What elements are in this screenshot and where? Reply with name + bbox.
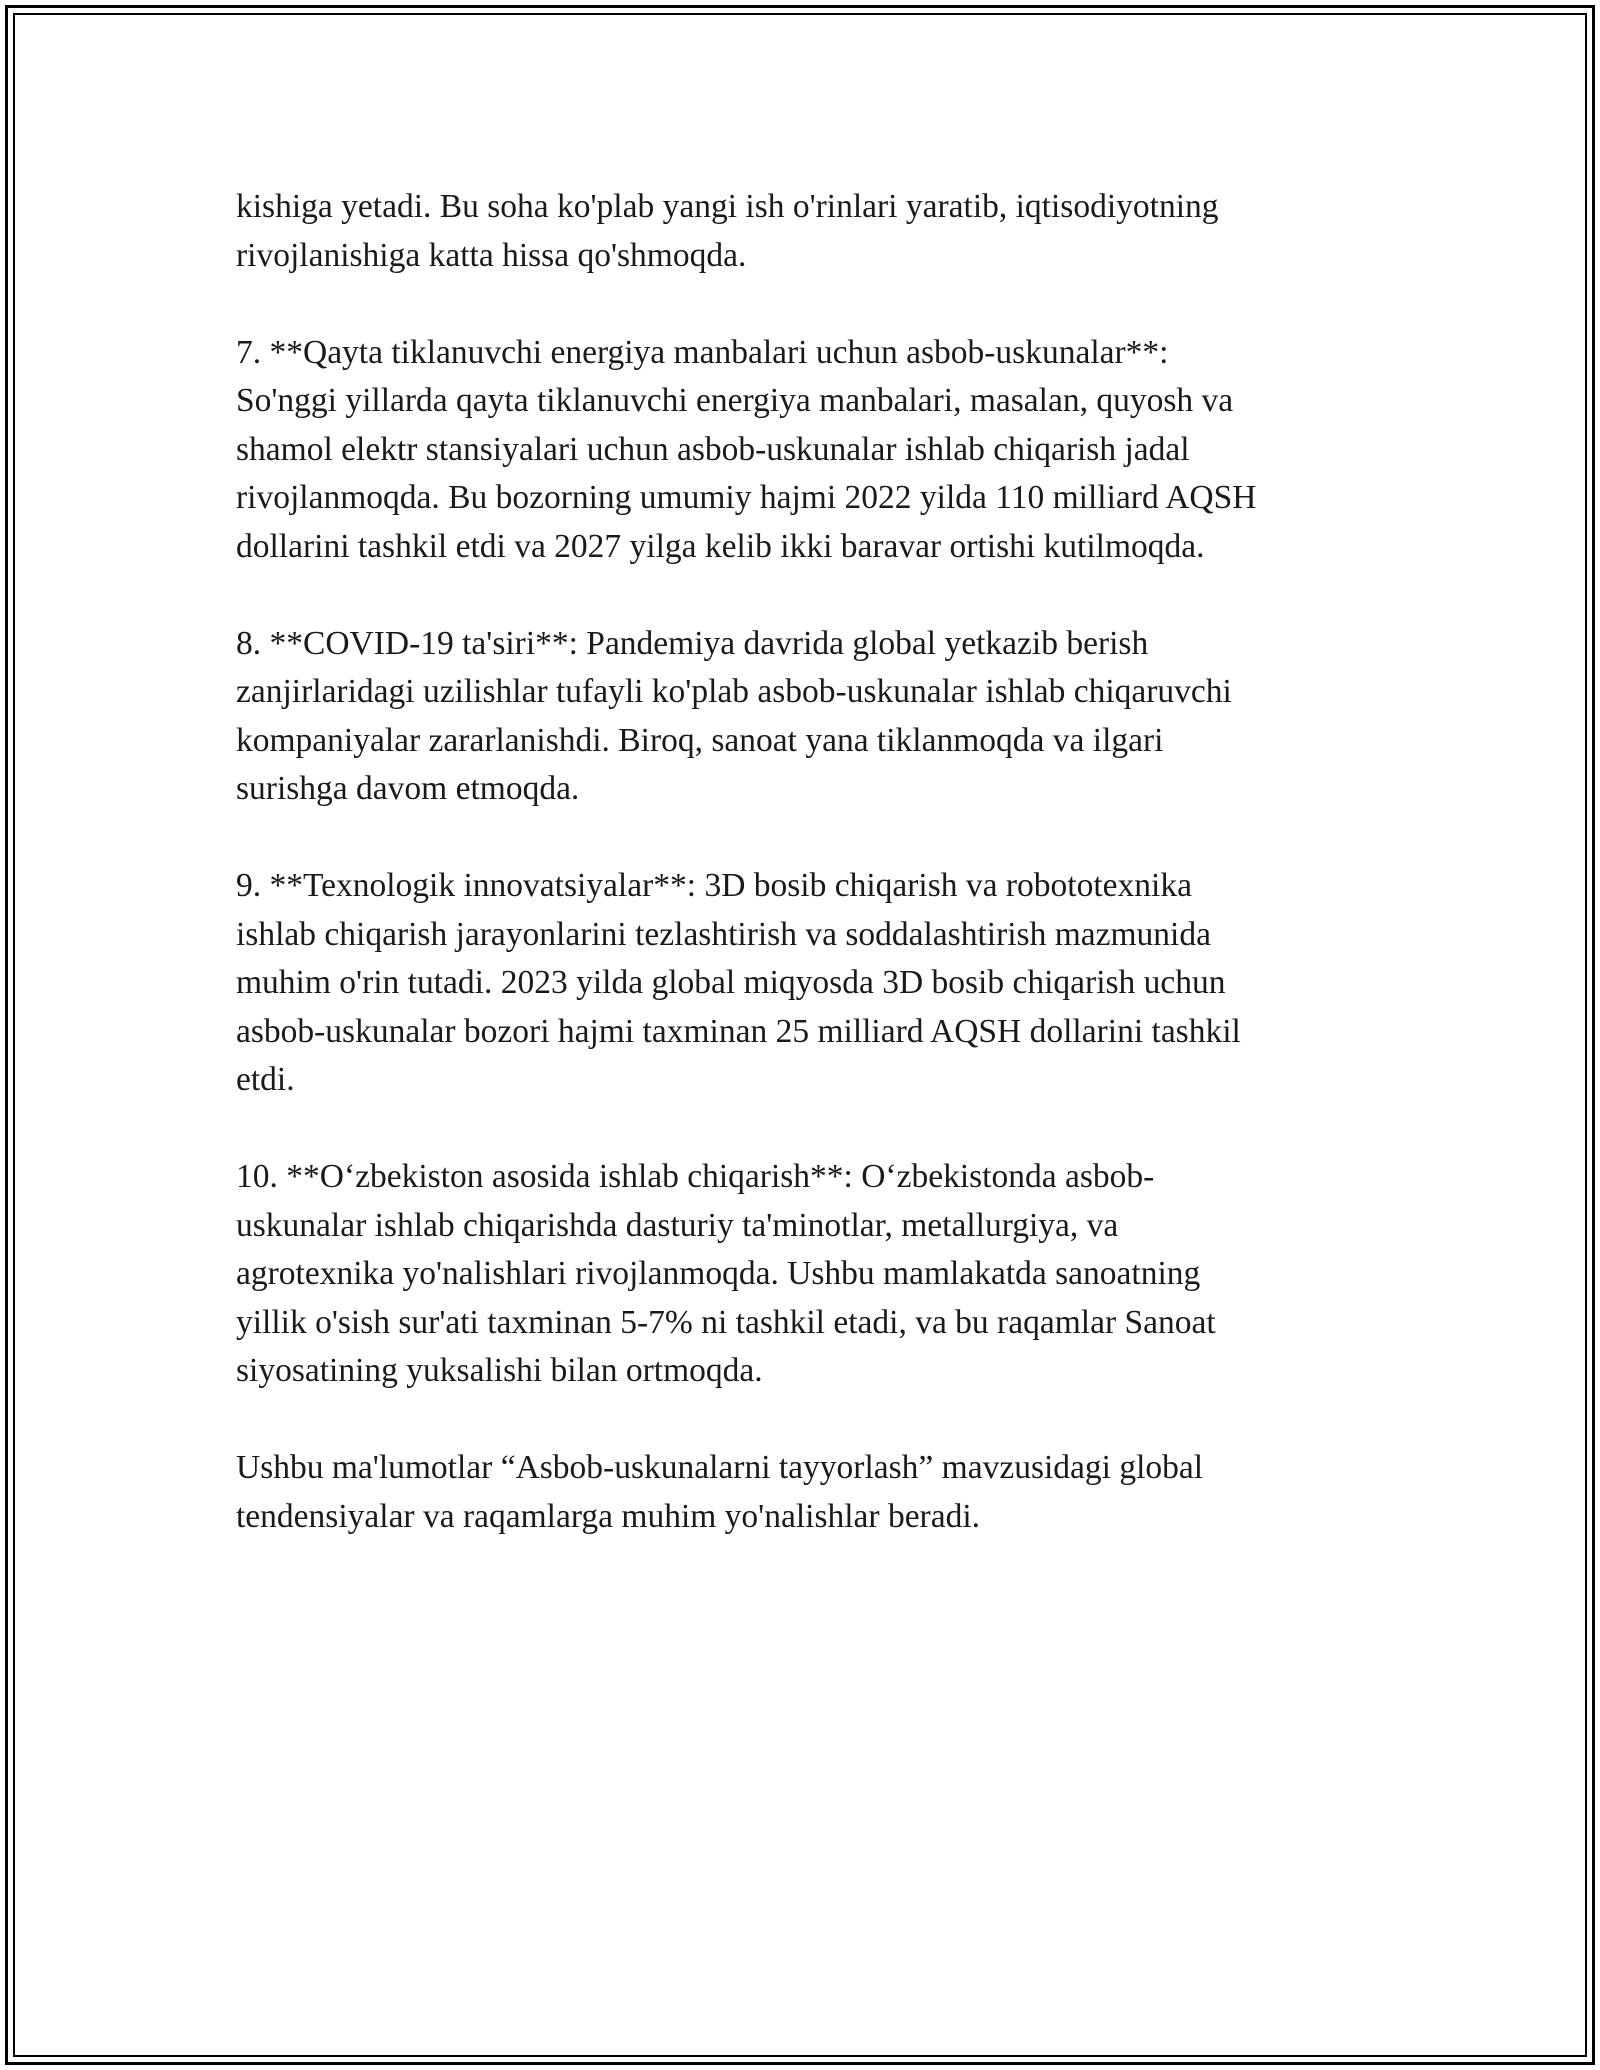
paragraph-item-9: 9. **Texnologik innovatsiyalar**: 3D bosib chiqarish va robototexnika ishlab chiqarish jarayonlarini tezlashtirish va soddalashtirish mazmunida muhim o'rin tutadi. 2023 yilda global miqyosda 3D bosib chiqarish uchun asbob-uskunalar bozori hajmi taxminan 25 milliard AQSH dollarini tashkil etdi. <box>236 867 1241 1098</box>
document-body <box>236 183 1366 1590</box>
paragraph-conclusion: Ushbu ma'lumotlar “Asbob-uskunalarni tayyorlash” mavzusidagi global tendensiyalar va raqamlarga muhim yo'nalishlar beradi. <box>236 1449 1204 1535</box>
paragraph-item-10: 10. **O‘zbekiston asosida ishlab chiqarish**: O‘zbekistonda asbob- uskunalar ishlab chiqarishda dasturiy ta'minotlar, metallurgiya, va agrotexnika yo'nalishlari rivojlanmoqda. Ushbu mamlakatda sanoatning yillik o'sish sur'ati taxminan 5-7% ni tashkil etadi, va bu raqamlar Sanoat siyosatining yuksalishi bilan ortmoqda. <box>236 1158 1216 1389</box>
paragraph-item-7: 7. **Qayta tiklanuvchi energiya manbalari uchun asbob-uskunalar**: So'nggi yillarda qayta tiklanuvchi energiya manbalari, masalan, quyosh va shamol elektr stansiyalari uchun asbob-uskunalar ishlab chiqarish jadal rivojlanmoqda. Bu bozorning umumiy hajmi 2022 yilda 110 milliard AQSH dollarini tashkil etdi va 2027 yilga kelib ikki baravar ortishi kutilmoqda. <box>236 333 1257 565</box>
paragraph-continuation: kishiga yetadi. Bu soha ko'plab yangi ish o'rinlari yaratib, iqtisodiyotning rivojlanishiga katta hissa qo'shmoqda. <box>236 188 1219 274</box>
paragraph-item-8: 8. **COVID-19 ta'siri**: Pandemiya davrida global yetkazib berish zanjirlaridagi uzilishlar tufayli ko'plab asbob-uskunalar ishlab chiqaruvchi kompaniyalar zararlanishdi. Biroq, sanoat yana tiklanmoqda va ilgari surishga davom etmoqda. <box>236 624 1232 807</box>
